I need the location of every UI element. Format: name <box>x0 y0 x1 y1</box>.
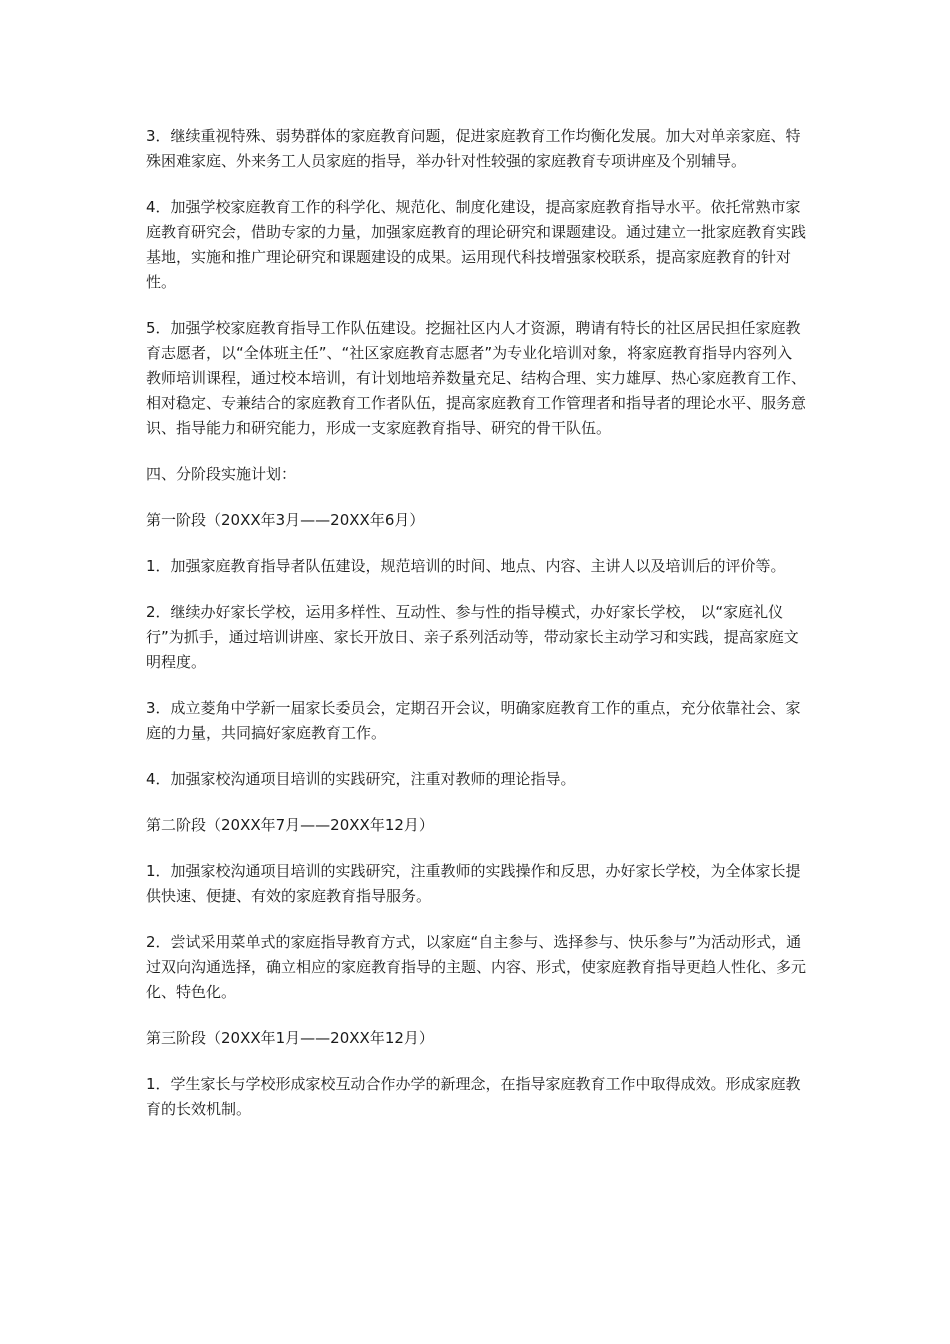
phase-two-item-1: 1．加强家校沟通项目培训的实践研究，注重教师的实践操作和反思，办好家长学校，为全体家长提供快速、便捷、有效的家庭教育指导服务。 <box>146 862 801 905</box>
section-heading-phased-plan: 四、分阶段实施计划： <box>146 465 297 483</box>
document-page <box>146 124 806 1143</box>
phase-one-item-4: 4．加强家校沟通项目培训的实践研究，注重对教师的理论指导。 <box>146 770 576 788</box>
phase-three-item-1: 1．学生家长与学校形成家校互动合作办学的新理念，在指导家庭教育工作中取得成效。形成家庭教育的长效机制。 <box>146 1075 801 1118</box>
phase-two-item-2: 2．尝试采用菜单式的家庭指导教育方式，以家庭“自主参与、选择参与、快乐参与”为活动形式，通过双向沟通选择，确立相应的家庭教育指导的主题、内容、形式，使家庭教育指导更趋人性化、多元化、特色化。 <box>146 933 807 1001</box>
phase-one-item-1: 1．加强家庭教育指导者队伍建设，规范培训的时间、地点、内容、主讲人以及培训后的评价等。 <box>146 557 786 575</box>
phase-one-item-2: 2．继续办好家长学校，运用多样性、互动性、参与性的指导模式，办好家长学校， 以“家庭礼仪行”为抓手，通过培训讲座、家长开放日、亲子系列活动等，带动家长主动学习和实践，提高家庭文明程度。 <box>146 603 799 671</box>
phase-one-heading: 第一阶段（20XX年3月——20XX年6月） <box>146 511 425 529</box>
paragraph-item-4-scientific-construction: 4．加强学校家庭教育工作的科学化、规范化、制度化建设，提高家庭教育指导水平。依托常熟市家庭教育研究会，借助专家的力量，加强家庭教育的理论研究和课题建设。通过建立一批家庭教育实践基地，实施和推广理论研究和课题建设的成果。运用现代科技增强家校联系，提高家庭教育的针对性。 <box>146 198 807 291</box>
paragraph-item-3-special-groups: 3．继续重视特殊、弱势群体的家庭教育问题，促进家庭教育工作均衡化发展。加大对单亲家庭、特殊困难家庭、外来务工人员家庭的指导，举办针对性较强的家庭教育专项讲座及个别辅导。 <box>146 127 801 170</box>
phase-one-item-3: 3．成立菱角中学新一届家长委员会，定期召开会议，明确家庭教育工作的重点，充分依靠社会、家庭的力量，共同搞好家庭教育工作。 <box>146 699 801 742</box>
phase-two-heading: 第二阶段（20XX年7月——20XX年12月） <box>146 816 434 834</box>
phase-three-heading: 第三阶段（20XX年1月——20XX年12月） <box>146 1029 434 1047</box>
paragraph-item-5-team-building: 5．加强学校家庭教育指导工作队伍建设。挖掘社区内人才资源，聘请有特长的社区居民担任家庭教育志愿者，以“全体班主任”、“社区家庭教育志愿者”为专业化培训对象，将家庭教育指导内容列入教师培训课程，通过校本培训，有计划地培养数量充足、结构合理、实力雄厚、热心家庭教育工作、相对稳定、专兼结合的家庭教育工作者队伍，提高家庭教育工作管理者和指导者的理论水平、服务意识、指导能力和研究能力，形成一支家庭教育指导、研究的骨干队伍。 <box>146 319 807 437</box>
